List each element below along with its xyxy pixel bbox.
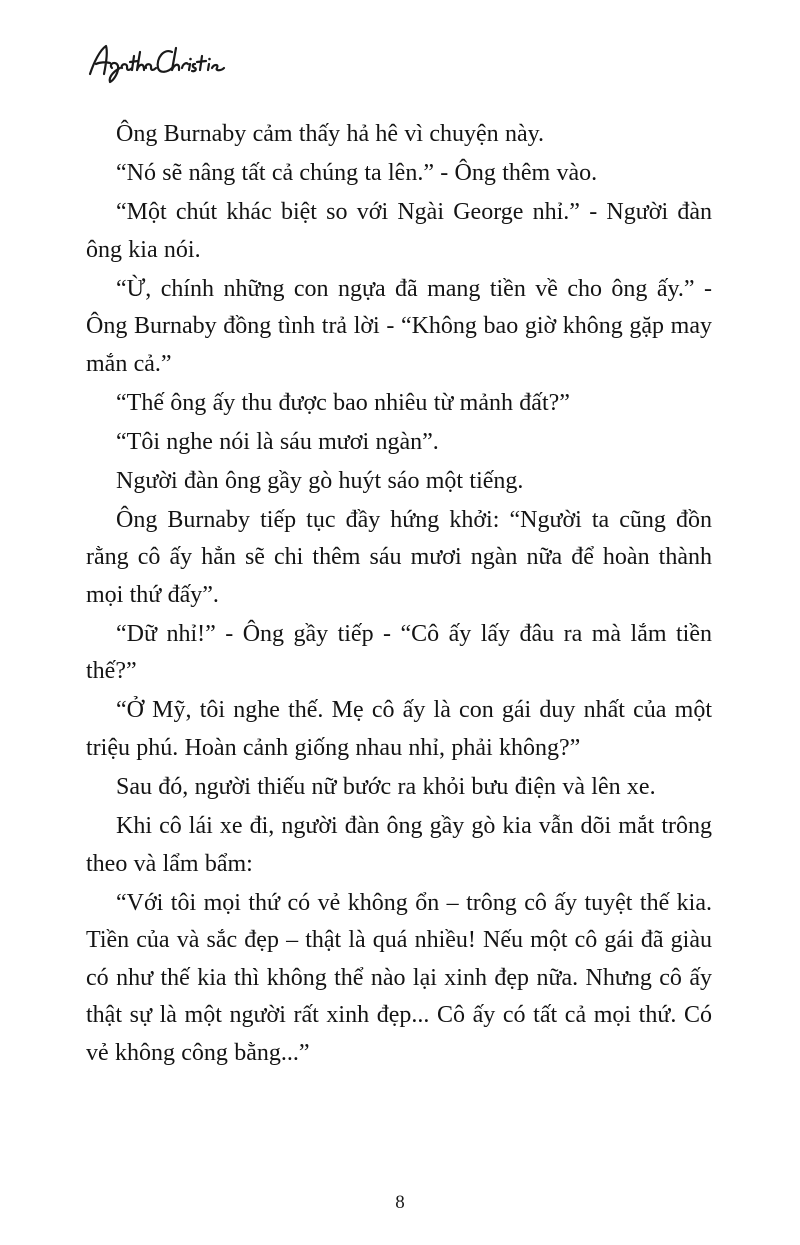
paragraph: “Dữ nhỉ!” - Ông gầy tiếp - “Cô ấy lấy đâu ra mà lắm tiền thế?” [86,620,712,685]
paragraph: “Một chút khác biệt so với Ngài George nhỉ.” - Người đàn ông kia nói. [86,198,712,263]
page-number: 8 [395,1192,405,1213]
author-signature [86,40,256,86]
paragraph: Khi cô lái xe đi, người đàn ông gầy gò kia vẫn dõi mắt trông theo và lẩm bẩm: [86,812,712,877]
paragraph: “Ở Mỹ, tôi nghe thế. Mẹ cô ấy là con gái duy nhất của một triệu phú. Hoàn cảnh giống nhau nhỉ, phải không?” [86,697,712,762]
book-page-body [86,116,712,1074]
paragraph: “Tôi nghe nói là sáu mươi ngàn”. [116,428,439,455]
paragraph: Sau đó, người thiếu nữ bước ra khỏi bưu điện và lên xe. [116,774,656,800]
paragraph: Ông Burnaby cảm thấy hả hê vì chuyện này. [116,121,545,147]
paragraph: Ông Burnaby tiếp tục đầy hứng khởi: “Người ta cũng đồn rằng cô ấy hẳn sẽ chi thêm sáu mươi ngàn nữa để hoàn thành mọi thứ đấy”. [86,506,712,608]
paragraph: Người đàn ông gầy gò huýt sáo một tiếng. [116,467,524,494]
agatha-christie-signature-icon [86,40,256,86]
paragraph: “Nó sẽ nâng tất cả chúng ta lên.” - Ông thêm vào. [116,159,598,186]
paragraph: “Ừ, chính những con ngựa đã mang tiền về cho ông ấy.” - Ông Burnaby đồng tình trả lời - “Không bao giờ không gặp may mắn cả.” [86,275,712,377]
paragraph: “Thế ông ấy thu được bao nhiêu từ mảnh đất?” [116,389,570,416]
paragraph: “Với tôi mọi thứ có vẻ không ổn – trông cô ấy tuyệt thế kia. Tiền của và sắc đẹp – thật là quá nhiều! Nếu một cô gái đã giàu có như thế kia thì không thể nào lại xinh đẹp nữa. Nhưng cô ấy thật sự là một người rất xinh đẹp... Cô ấy có tất cả mọi thứ. Có vẻ không công bằng...” [86,889,712,1066]
